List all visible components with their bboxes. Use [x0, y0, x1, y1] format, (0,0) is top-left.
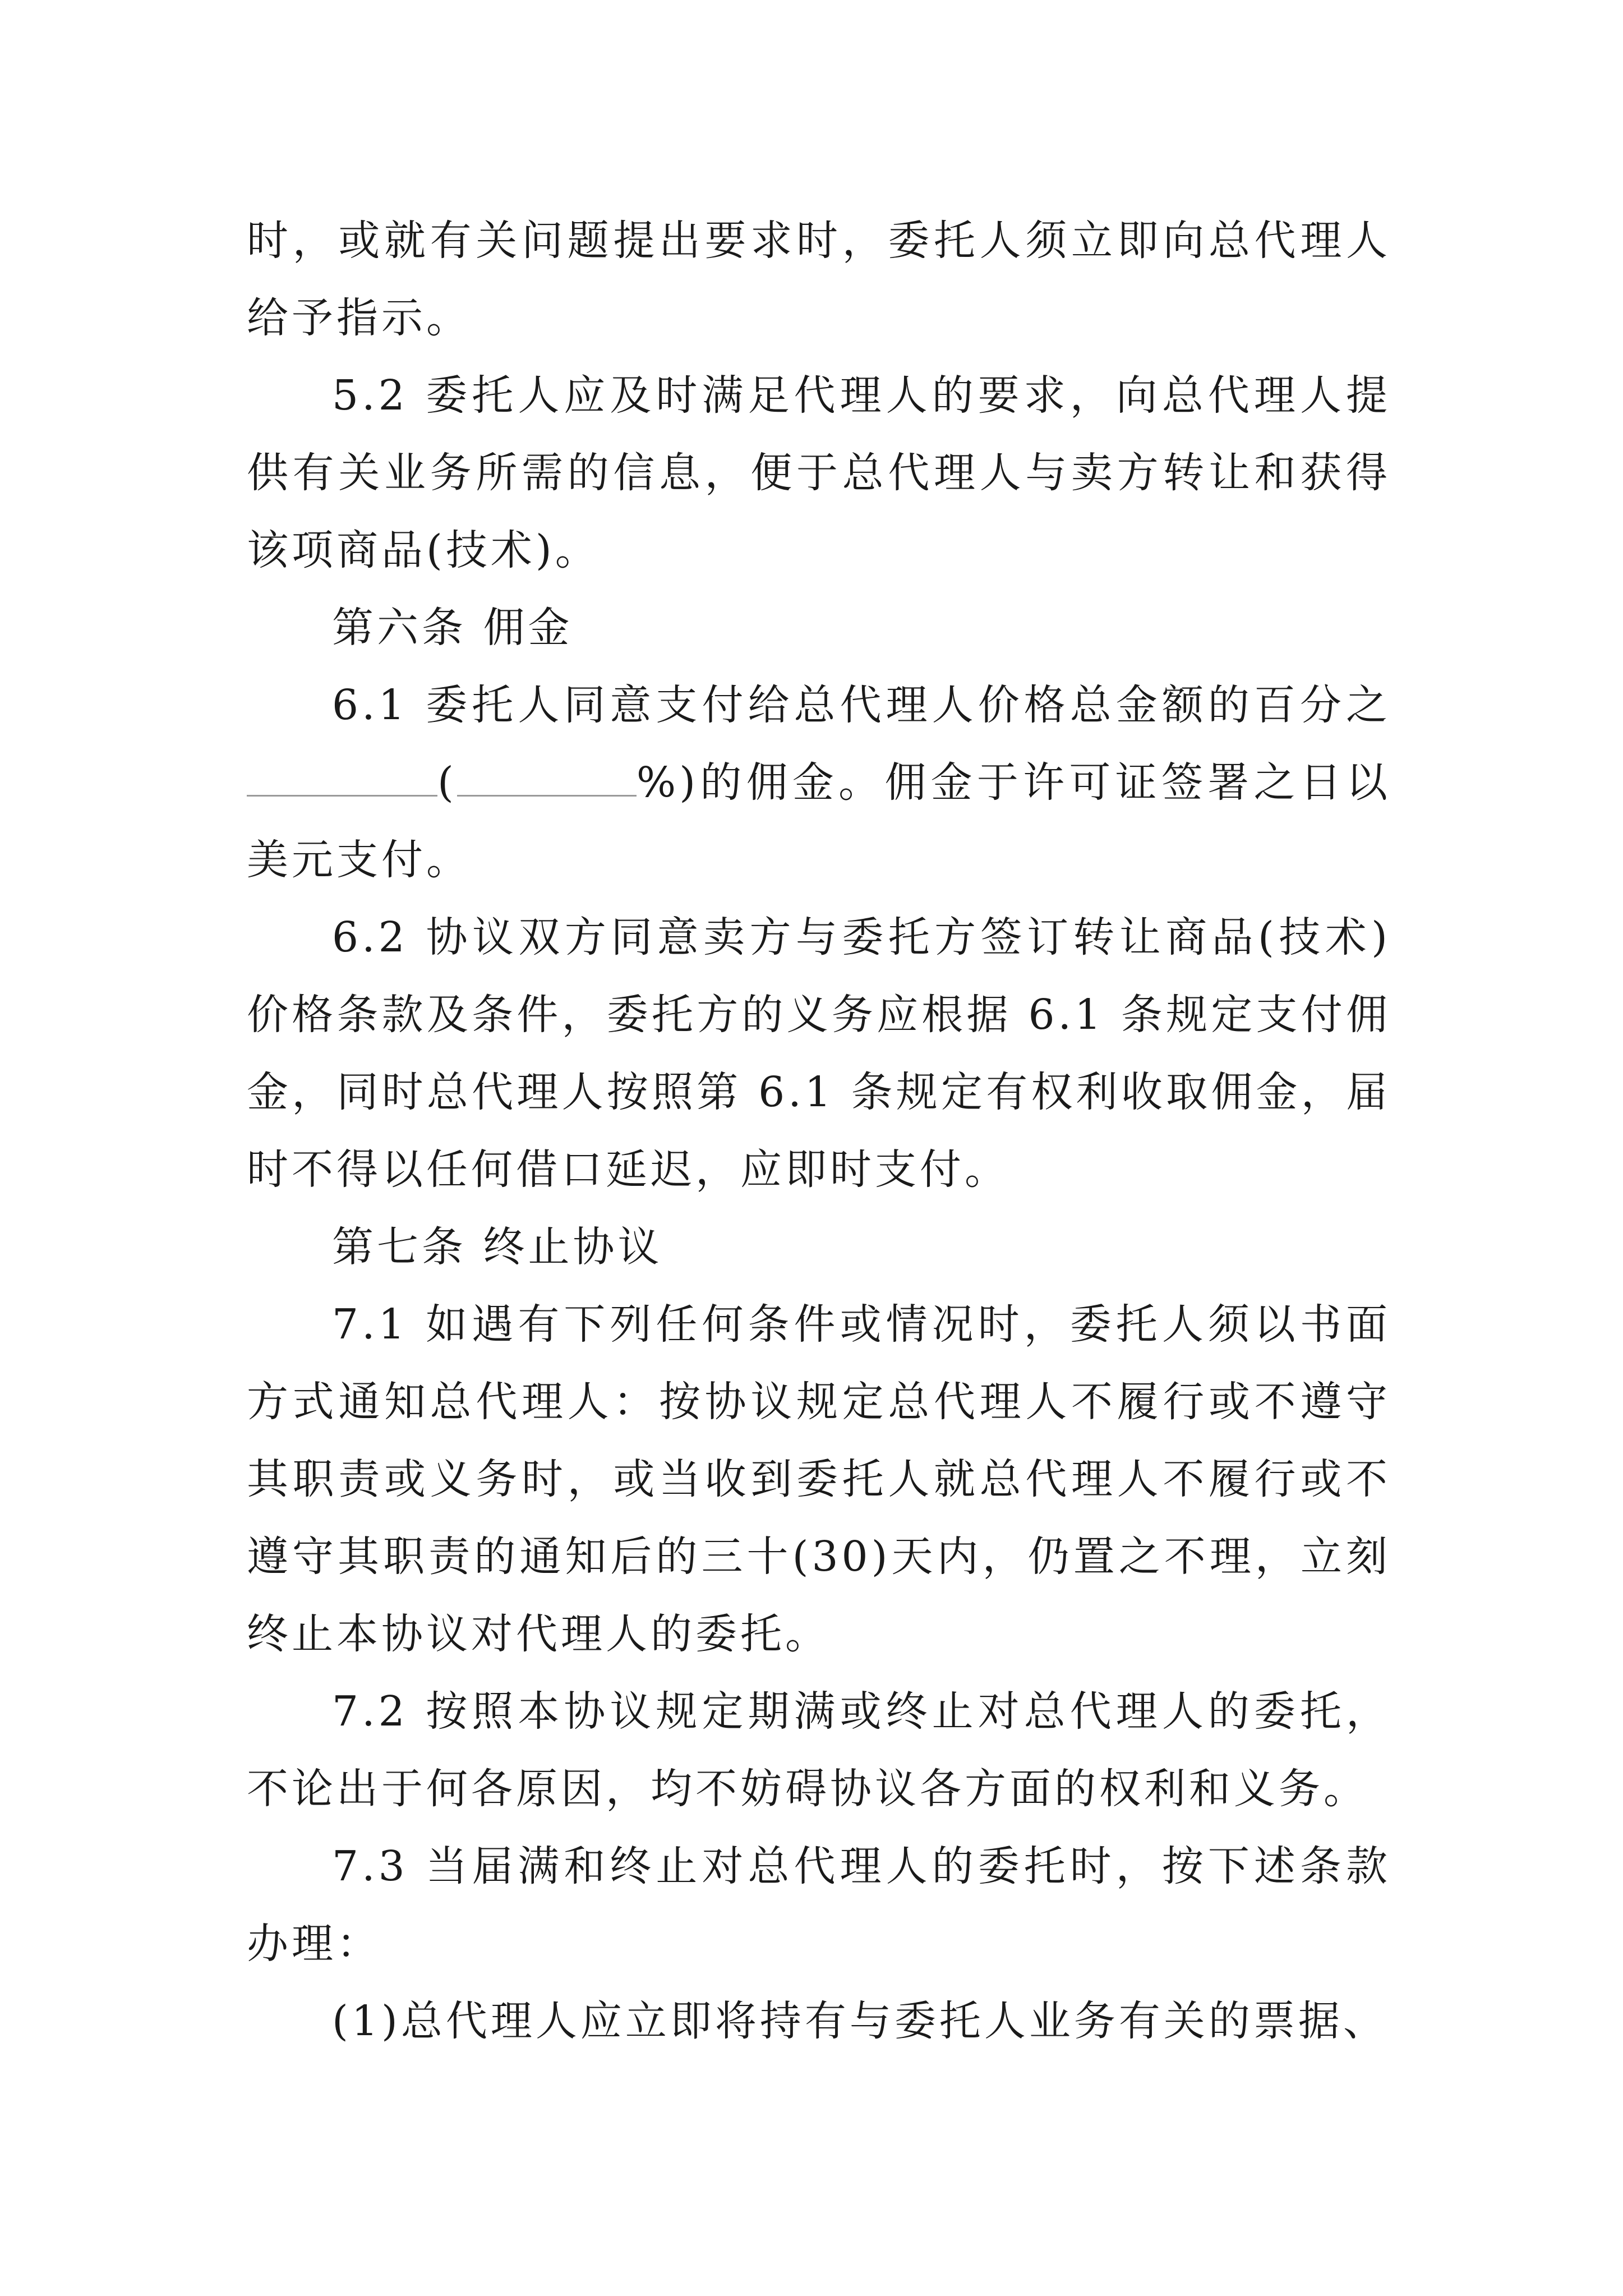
clause-6-1-tail: %)的佣金。佣金于许可证签署之日以美元支付。 [247, 758, 1391, 884]
clause-6-1 [247, 666, 1391, 899]
clause-7-1: 7.1 如遇有下列任何条件或情况时，委托人须以书面方式通知总代理人：按协议规定总代理人不履行或不遵守其职责或义务时，或当收到委托人就总代理人不履行或不遵守其职责的通知后的三十(30)天内，仍置之不理，立刻终止本协议对代理人的委托。 [247, 1300, 1391, 1658]
paren-open: ( [437, 758, 457, 807]
clause-7-3: 7.3 当届满和终止对总代理人的委托时，按下述条款办理： [247, 1842, 1391, 1968]
commission-rate-percent-blank [457, 760, 637, 797]
paragraph-continuation: 时，或就有关问题提出要求时，委托人须立即向总代理人给予指示。 [247, 217, 1391, 342]
commission-rate-words-blank [247, 760, 437, 797]
clause-7-3-item-1: (1)总代理人应立即将持有与委托人业务有关的票据、 [332, 1997, 1388, 2045]
clause-7-2: 7.2 按照本协议规定期满或终止对总代理人的委托，不论出于何各原因，均不妨碍协议各方面的权利和义务。 [247, 1687, 1391, 1813]
document-page [247, 202, 1391, 2060]
clause-6-2: 6.2 协议双方同意卖方与委托方签订转让商品(技术)价格条款及条件，委托方的义务应根据 6.1 条规定支付佣金，同时总代理人按照第 6.1 条规定有权利收取佣金，届时不得以任何借口延迟，应即时支付。 [247, 913, 1391, 1194]
clause-5-2: 5.2 委托人应及时满足代理人的要求，向总代理人提供有关业务所需的信息，便于总代理人与卖方转让和获得该项商品(技术)。 [247, 371, 1391, 574]
article-6-heading: 第六条 佣金 [332, 604, 573, 652]
article-7-heading: 第七条 终止协议 [332, 1223, 663, 1271]
clause-6-1-text: 6.1 委托人同意支付给总代理人价格总金额的百分之 [332, 681, 1391, 729]
